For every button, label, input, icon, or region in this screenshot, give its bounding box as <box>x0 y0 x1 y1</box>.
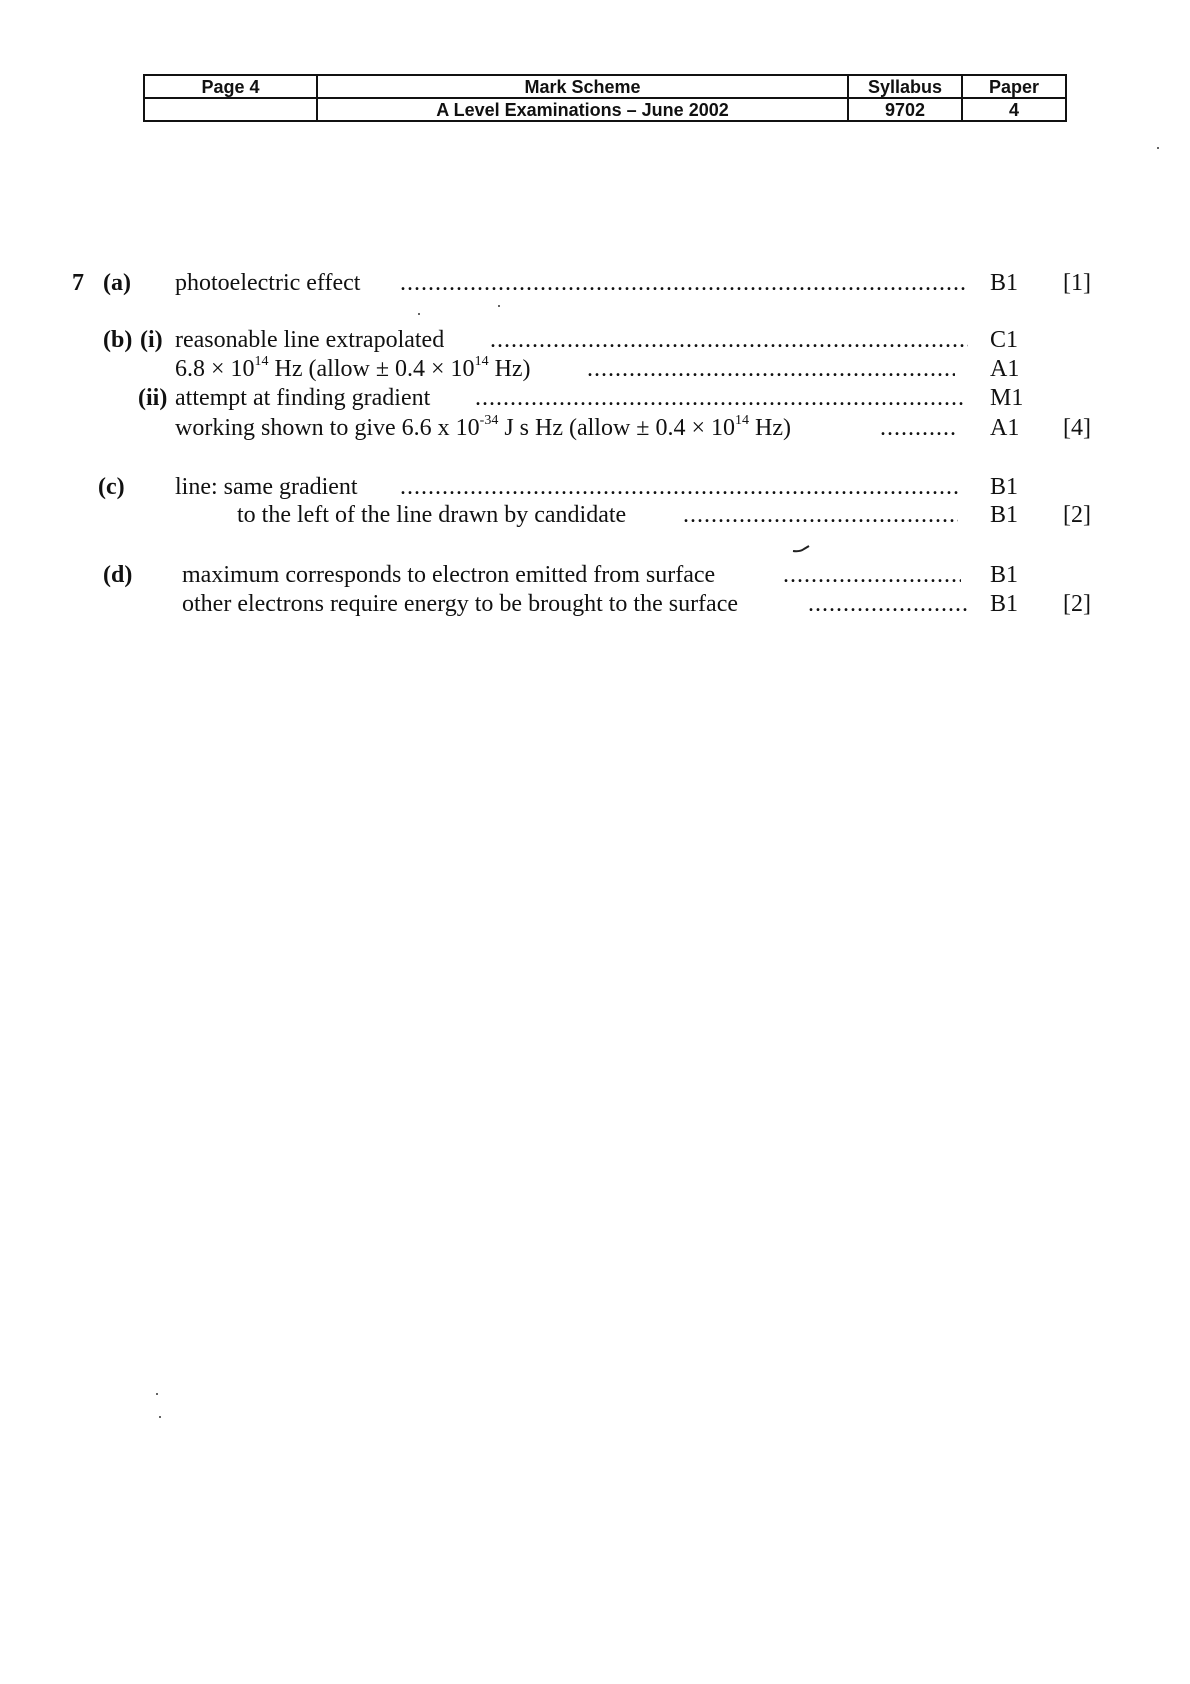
part-b-i-line1: reasonable line extrapolated <box>175 327 445 353</box>
header-row-bottom <box>144 98 1066 121</box>
syllabus-label: Syllabus <box>848 75 962 98</box>
pen-tick-mark <box>792 545 810 553</box>
part-a-mark: B1 <box>990 270 1019 296</box>
part-b-i-label: (i) <box>140 327 163 353</box>
page-number: Page 4 <box>144 75 317 98</box>
part-b-ii-line1-mark: M1 <box>990 385 1024 411</box>
leader-dots <box>683 500 958 530</box>
part-b-ii-label: (ii) <box>138 385 168 411</box>
part-b-ii-row1 <box>0 383 1190 413</box>
document-title: Mark Scheme <box>317 75 848 98</box>
question-number: 7 <box>72 270 84 296</box>
part-d-line1: maximum corresponds to electron emitted from surface <box>182 562 716 588</box>
part-c-row1 <box>0 472 1190 502</box>
leader-dots <box>475 383 965 413</box>
exam-session: A Level Examinations – June 2002 <box>317 98 848 121</box>
part-b-i-row1 <box>0 325 1190 355</box>
part-b-i-line2-a: 6.8 × 10 <box>175 356 255 382</box>
leader-dots <box>783 560 961 590</box>
part-a-text: photoelectric effect <box>175 270 361 296</box>
scan-speck <box>1157 147 1159 149</box>
part-c-line2-mark: B1 <box>990 502 1019 528</box>
part-c-label: (c) <box>98 474 125 500</box>
part-b-i-line2-b: Hz (allow ± 0.4 × 10 <box>268 356 475 382</box>
part-b-i-line2-c: Hz) <box>488 356 531 382</box>
paper-number: 4 <box>962 98 1066 121</box>
part-c-total: [2] <box>1063 502 1091 528</box>
part-b-i-line2 <box>175 354 531 384</box>
part-b-ii-line2-exp2: 14 <box>735 413 750 428</box>
part-a-label: (a) <box>103 270 131 296</box>
leader-dots <box>400 472 960 502</box>
scan-speck <box>498 305 500 307</box>
part-c-row2 <box>0 500 1190 530</box>
part-c-line1-mark: B1 <box>990 474 1019 500</box>
part-d-line1-mark: B1 <box>990 562 1019 588</box>
leader-dots <box>587 354 955 384</box>
part-b-ii-line2 <box>175 413 791 443</box>
part-b-i-line2-exp1: 14 <box>254 354 269 369</box>
part-b-i-line1-mark: C1 <box>990 327 1019 353</box>
part-b-ii-row2 <box>0 413 1190 443</box>
part-b-total: [4] <box>1063 415 1091 441</box>
part-b-ii-line1: attempt at finding gradient <box>175 385 431 411</box>
leader-dots <box>490 325 968 355</box>
part-c-line2: to the left of the line drawn by candidate <box>237 502 627 528</box>
part-b-label: (b) <box>103 327 133 353</box>
part-d-line2: other electrons require energy to be brought to the surface <box>182 591 739 617</box>
part-b-ii-line2-c: Hz) <box>749 415 791 441</box>
part-b-i-line2-exp2: 14 <box>474 354 489 369</box>
part-b-ii-line2-exp1: -34 <box>479 413 499 428</box>
part-b-ii-line2-b: J s Hz (allow ± 0.4 × 10 <box>498 415 736 441</box>
paper-label: Paper <box>962 75 1066 98</box>
leader-dots <box>400 268 965 298</box>
syllabus-code: 9702 <box>848 98 962 121</box>
scan-speck <box>159 1416 161 1418</box>
part-c-line1: line: same gradient <box>175 474 358 500</box>
part-a-row <box>0 268 1190 298</box>
part-d-label: (d) <box>103 562 133 588</box>
scan-speck <box>418 313 420 315</box>
part-b-i-row2 <box>0 354 1190 384</box>
part-b-i-line2-mark: A1 <box>990 356 1020 382</box>
part-b-ii-line2-a: working shown to give 6.6 x 10 <box>175 415 480 441</box>
header-table <box>143 74 1067 122</box>
part-b-ii-line2-mark: A1 <box>990 415 1020 441</box>
part-d-line2-mark: B1 <box>990 591 1019 617</box>
header-empty-cell <box>144 98 317 121</box>
leader-dots <box>880 413 958 443</box>
scan-speck <box>156 1393 158 1395</box>
part-d-row2 <box>0 589 1190 619</box>
part-d-total: [2] <box>1063 591 1091 617</box>
header-row-top <box>144 75 1066 98</box>
leader-dots <box>808 589 968 619</box>
part-a-total: [1] <box>1063 270 1091 296</box>
part-d-row1 <box>0 560 1190 590</box>
